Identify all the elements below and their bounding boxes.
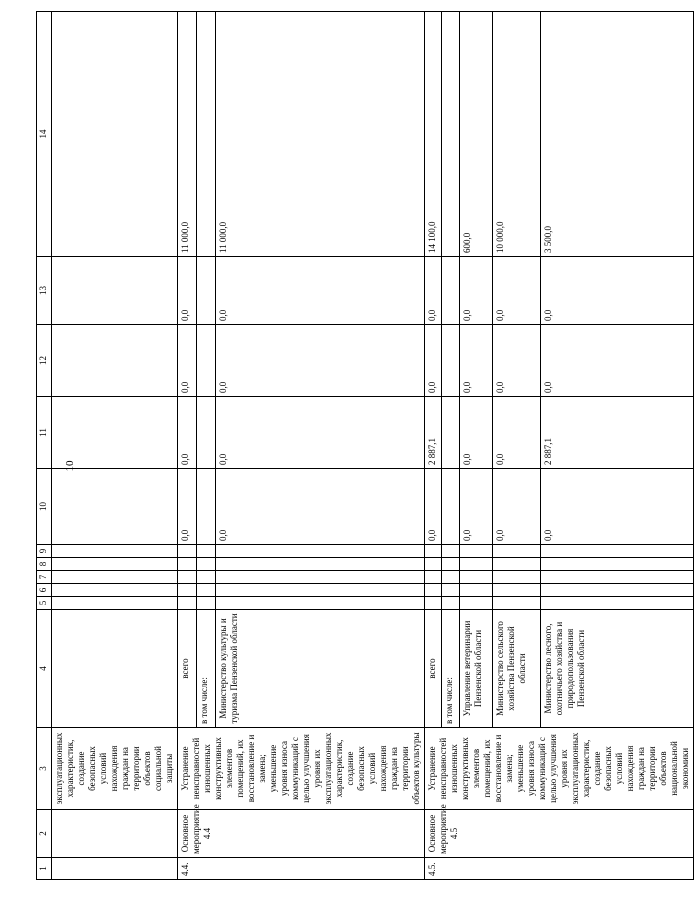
measure-description: Устранение неисправностей изношенных конструктивных элементов помещений, их восстановление и замена; уменьшение уровня износа коммуникаций с целью улучшения уровня их эксплуатационных характеристик, создание безопасных условий нахождения граждан на территории объектов национальной экономики — [425, 728, 694, 810]
header-cell: 2 — [37, 810, 52, 858]
table-row — [178, 12, 197, 880]
row-number: 4.5. — [425, 858, 694, 880]
header-cell: 4 — [37, 610, 52, 728]
value-cell: 0,0 — [459, 397, 492, 469]
header-cell: 9 — [37, 545, 52, 558]
executor-cell: всего — [178, 610, 197, 728]
value-cell: 600,0 — [459, 12, 492, 257]
header-cell: 10 — [37, 469, 52, 545]
executor-cell: в том числе: — [197, 610, 216, 728]
value-cell: 11 000,0 — [216, 12, 425, 257]
value-cell: 0,0 — [540, 257, 693, 325]
value-cell: 0,0 — [178, 397, 197, 469]
measure-description: Устранение неисправностей изношенных конструктивных элементов помещений, их восстановление и замена; уменьшение уровня износа коммуникаций с целью улучшения уровня их эксплуатационных характеристик, создание безопасных условий нахождения граждан на территории объектов культуры — [178, 728, 425, 810]
value-cell: 0,0 — [540, 325, 693, 397]
executor-cell: всего — [425, 610, 442, 728]
value-cell: 0,0 — [459, 469, 492, 545]
header-cell: 3 — [37, 728, 52, 810]
value-cell: 0,0 — [540, 469, 693, 545]
page-number: 10 — [64, 460, 76, 472]
value-cell: 0,0 — [459, 325, 492, 397]
row-number: 4.4. — [178, 858, 425, 880]
value-cell: 0,0 — [216, 325, 425, 397]
value-cell: 14 100,0 — [425, 12, 442, 257]
value-cell: 2 887,1 — [540, 397, 693, 469]
measure-name: Основное мероприятие 4.5 — [425, 810, 694, 858]
value-cell: 0,0 — [216, 257, 425, 325]
value-cell: 0,0 — [178, 257, 197, 325]
header-cell: 8 — [37, 558, 52, 571]
table-row — [425, 12, 442, 880]
value-cell: 0,0 — [178, 469, 197, 545]
value-cell: 0,0 — [425, 325, 442, 397]
header-cell: 11 — [37, 397, 52, 469]
header-row — [37, 12, 52, 880]
executor-cell: Министерство лесного, охотничьего хозяйства и природопользования Пензенской области — [540, 610, 693, 728]
budget-table — [36, 11, 694, 880]
value-cell: 0,0 — [216, 397, 425, 469]
value-cell: 0,0 — [492, 325, 540, 397]
header-cell: 6 — [37, 584, 52, 597]
value-cell: 2 887,1 — [425, 397, 442, 469]
header-cell: 12 — [37, 325, 52, 397]
value-cell: 0,0 — [216, 469, 425, 545]
value-cell: 10 000,0 — [492, 12, 540, 257]
value-cell: 0,0 — [492, 469, 540, 545]
value-cell: 11 000,0 — [178, 12, 197, 257]
header-cell: 7 — [37, 571, 52, 584]
executor-cell: в том числе: — [442, 610, 459, 728]
rotated-table-wrapper — [36, 32, 690, 880]
value-cell: 0,0 — [492, 397, 540, 469]
value-cell: 0,0 — [425, 257, 442, 325]
executor-cell: Министерство сельского хозяйства Пензенской области — [492, 610, 540, 728]
value-cell: 0,0 — [459, 257, 492, 325]
measure-name: Основное мероприятие 4.4 — [178, 810, 425, 858]
value-cell: 0,0 — [492, 257, 540, 325]
value-cell: 0,0 — [178, 325, 197, 397]
value-cell: 3 500,0 — [540, 12, 693, 257]
header-cell: 1 — [37, 858, 52, 880]
value-cell: 0,0 — [425, 469, 442, 545]
header-cell: 5 — [37, 597, 52, 610]
executor-cell: Управление ветеринарии Пензенской области — [459, 610, 492, 728]
header-cell: 13 — [37, 257, 52, 325]
executor-cell: Министерство культуры и туризма Пензенской области — [216, 610, 425, 728]
continuation-row — [52, 12, 178, 880]
header-cell: 14 — [37, 12, 52, 257]
description-cell: эксплуатационных характеристик, создание безопасных условий нахождения граждан на территории объектов социальной защиты — [52, 728, 178, 810]
